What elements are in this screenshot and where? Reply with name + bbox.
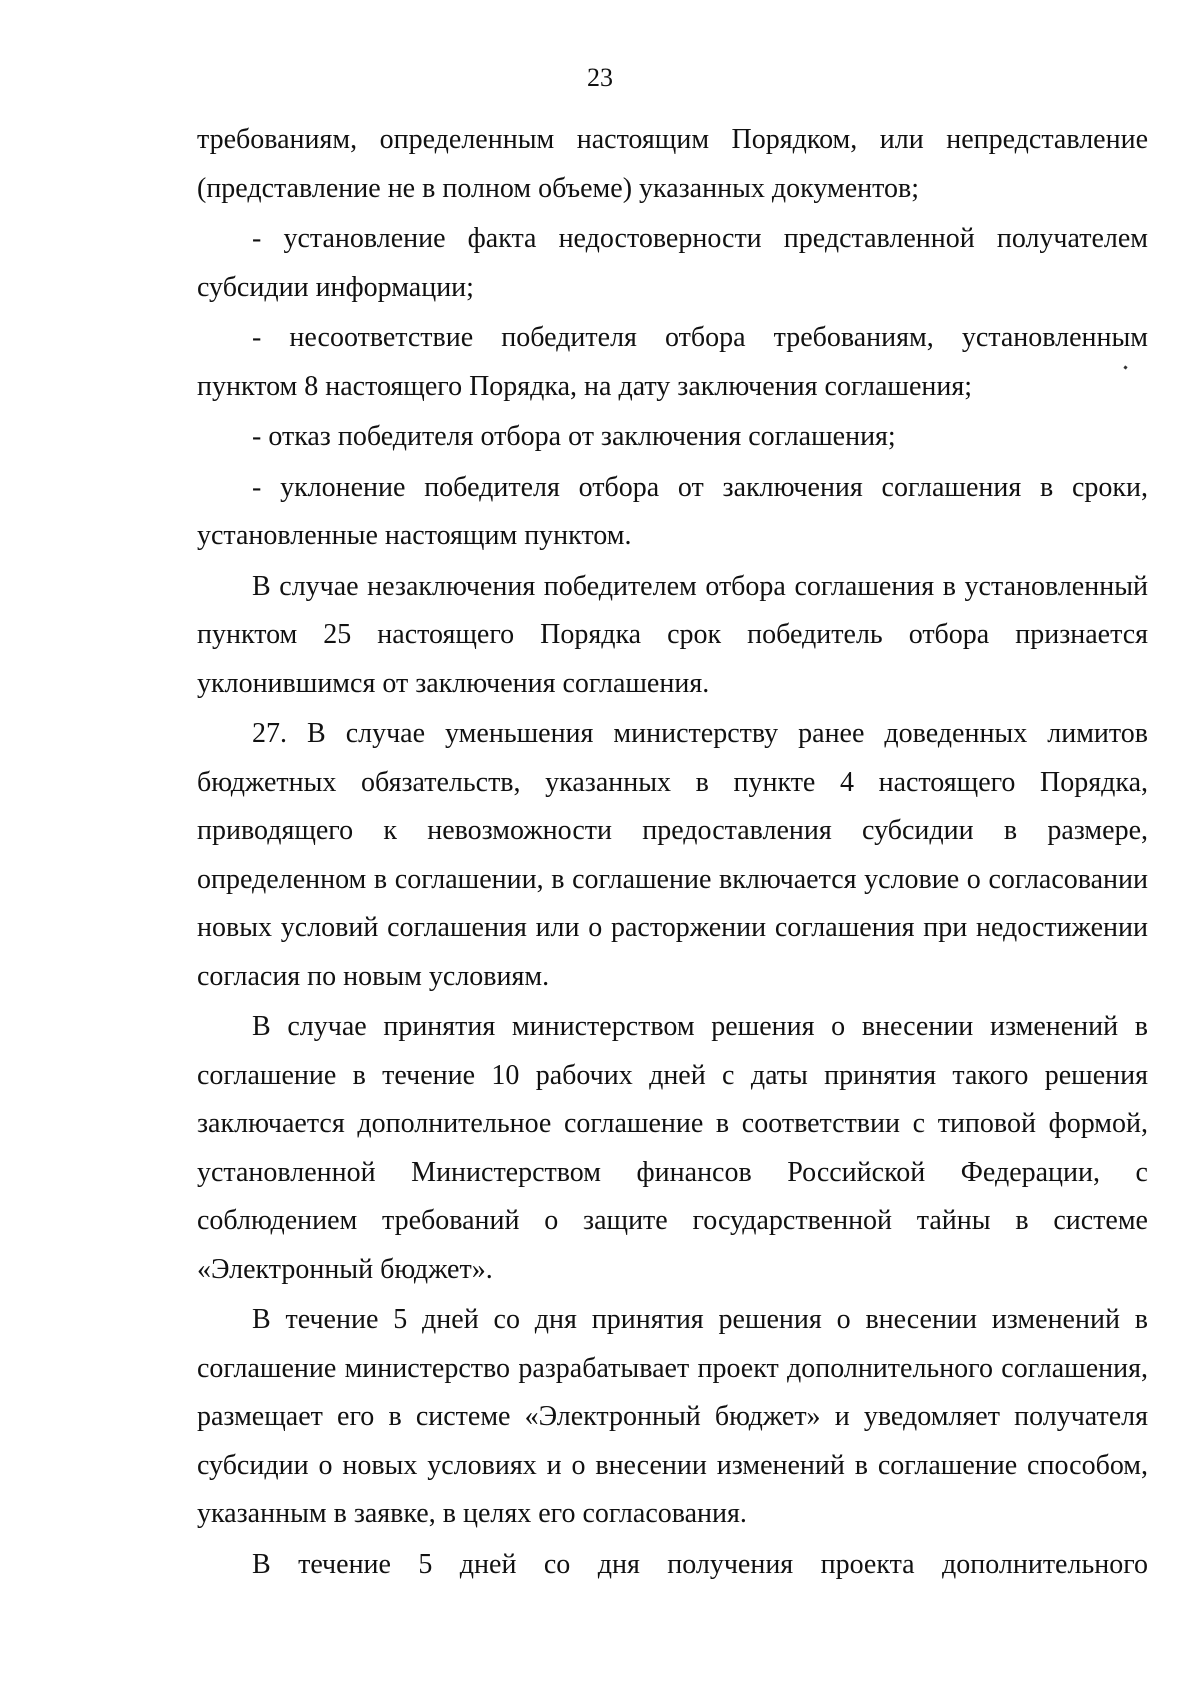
paragraph-amendment-decision: В случае принятия министерством решения о внесении изменений в соглашение в течение 10 рабочих дней с даты принятия такого решения заключается дополнительное соглашение в соответствии с типовой формой, установленной Министерством финансов Российской Федерации, с соблюдением требований о защите государственной тайны в системе «Электронный бюджет». <box>197 1011 1148 1285</box>
list-item-nonconformity: - несоответствие победителя отбора требованиям, установленным пунктом 8 настоящего Порядка, на дату заключения соглашения; <box>197 322 1148 402</box>
paragraph-clause-27: 27. В случае уменьшения министерству ранее доведенных лимитов бюджетных обязательств, указанных в пункте 4 настоящего Порядка, приводящего к невозможности предоставления субсидии в размере, определенном в соглашении, в соглашение включается условие о согласовании новых условий соглашения или о расторжении соглашения при недостижении согласия по новым условиям. <box>197 718 1148 992</box>
page-number: 23 <box>587 63 613 92</box>
document-body <box>197 116 1148 1591</box>
list-item-refusal: - отказ победителя отбора от заключения соглашения; <box>252 421 896 452</box>
list-item-unreliable-info: - установление факта недостоверности представленной получателем субсидии информации; <box>197 223 1148 303</box>
list-item-evasion: - уклонение победителя отбора от заключения соглашения в сроки, установленные настоящим пунктом. <box>197 471 1148 551</box>
paragraph-receipt-of-draft: В течение 5 дней со дня получения проекта дополнительного <box>252 1548 1148 1580</box>
paragraph-non-conclusion: В случае незаключения победителем отбора соглашения в установленный пунктом 25 настоящего Порядка срок победитель отбора признается уклонившимся от заключения соглашения. <box>197 570 1148 699</box>
paragraph-draft-agreement: В течение 5 дней со дня принятия решения о внесении изменений в соглашение министерство разрабатывает проект дополнительного соглашения, размещает его в системе «Электронный бюджет» и уведомляет получателя субсидии о новых условиях и о внесении изменений в соглашение способом, указанным в заявке, в целях его согласования. <box>197 1304 1148 1529</box>
paragraph-continuation: требованиям, определенным настоящим Порядком, или непредставление (представление не в полном объеме) указанных документов; <box>197 124 1148 204</box>
